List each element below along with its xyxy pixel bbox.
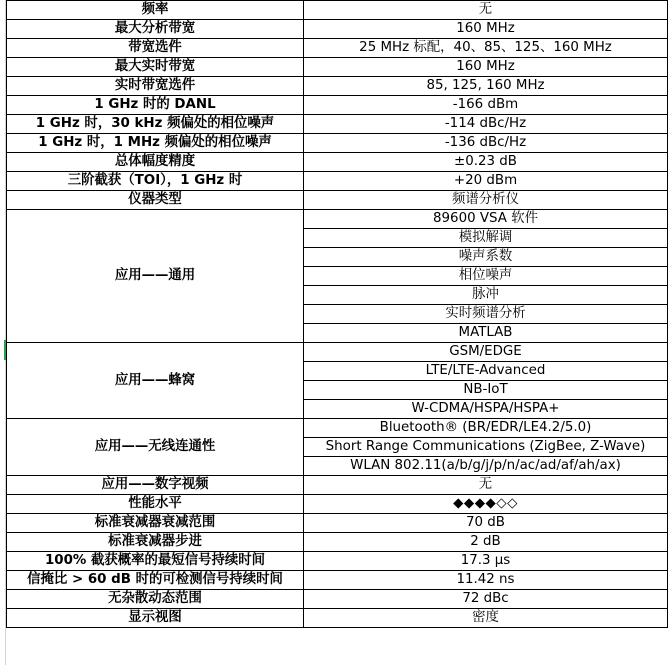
spec-value[interactable]: 无 <box>304 1 668 20</box>
table-row <box>7 153 668 172</box>
performance-rating[interactable]: ◆◆◆◆◇◇ <box>304 495 668 514</box>
spreadsheet-sheet <box>6 0 670 665</box>
spec-value[interactable]: -114 dBc/Hz <box>304 115 668 134</box>
spec-label[interactable]: 最大实时带宽 <box>7 58 304 77</box>
table-row <box>7 96 668 115</box>
table-row <box>7 343 668 362</box>
spec-label[interactable]: 1 GHz 时，30 kHz 频偏处的相位噪声 <box>7 115 304 134</box>
table-row <box>7 571 668 590</box>
spec-label[interactable]: 100% 截获概率的最短信号持续时间 <box>7 552 304 571</box>
table-row <box>7 134 668 153</box>
spec-value[interactable]: LTE/LTE-Advanced <box>304 362 668 381</box>
spec-value[interactable]: 脉冲 <box>304 286 668 305</box>
group-label-wireless[interactable]: 应用——无线连通性 <box>7 419 304 476</box>
spec-value[interactable]: GSM/EDGE <box>304 343 668 362</box>
spec-value[interactable]: Bluetooth® (BR/EDR/LE4.2/5.0) <box>304 419 668 438</box>
spec-value[interactable]: +20 dBm <box>304 172 668 191</box>
table-row <box>7 191 668 210</box>
spec-value[interactable]: Short Range Communications (ZigBee, Z-Wave) <box>304 438 668 457</box>
spec-label[interactable]: 带宽选件 <box>7 39 304 58</box>
spec-value[interactable]: 11.42 ns <box>304 571 668 590</box>
table-row <box>7 115 668 134</box>
spec-label[interactable]: 应用——数字视频 <box>7 476 304 495</box>
spec-label[interactable]: 1 GHz 时，1 MHz 频偏处的相位噪声 <box>7 134 304 153</box>
spec-value[interactable]: 频谱分析仪 <box>304 191 668 210</box>
table-row <box>7 20 668 39</box>
spec-value[interactable]: 70 dB <box>304 514 668 533</box>
spec-value[interactable]: 噪声系数 <box>304 248 668 267</box>
table-row <box>7 552 668 571</box>
spec-table <box>6 0 668 628</box>
table-row <box>7 590 668 609</box>
table-row <box>7 39 668 58</box>
spec-label[interactable]: 无杂散动态范围 <box>7 590 304 609</box>
spec-value[interactable]: -136 dBc/Hz <box>304 134 668 153</box>
spec-value[interactable]: 相位噪声 <box>304 267 668 286</box>
spec-value[interactable]: WLAN 802.11(a/b/g/j/p/n/ac/ad/af/ah/ax) <box>304 457 668 476</box>
spec-value[interactable]: 无 <box>304 476 668 495</box>
spec-value[interactable]: 89600 VSA 软件 <box>304 210 668 229</box>
spec-value[interactable]: ±0.23 dB <box>304 153 668 172</box>
table-row <box>7 77 668 96</box>
group-label-cellular[interactable]: 应用——蜂窝 <box>7 343 304 419</box>
spec-label[interactable]: 标准衰减器步进 <box>7 533 304 552</box>
table-row <box>7 1 668 20</box>
table-row <box>7 533 668 552</box>
spec-label[interactable]: 显示视图 <box>7 609 304 628</box>
table-row <box>7 609 668 628</box>
spec-value[interactable]: 实时频谱分析 <box>304 305 668 324</box>
spec-label[interactable]: 1 GHz 时的 DANL <box>7 96 304 115</box>
group-label-general[interactable]: 应用——通用 <box>7 210 304 343</box>
spec-value[interactable]: 模拟解调 <box>304 229 668 248</box>
spec-value[interactable]: W-CDMA/HSPA/HSPA+ <box>304 400 668 419</box>
table-row <box>7 419 668 438</box>
table-row <box>7 476 668 495</box>
spec-label[interactable]: 最大分析带宽 <box>7 20 304 39</box>
spec-label[interactable]: 性能水平 <box>7 495 304 514</box>
spec-value[interactable]: 25 MHz 标配，40、85、125、160 MHz <box>304 39 668 58</box>
table-row <box>7 58 668 77</box>
spec-label[interactable]: 频率 <box>7 1 304 20</box>
spec-value[interactable]: MATLAB <box>304 324 668 343</box>
spec-label[interactable]: 标准衰减器衰减范围 <box>7 514 304 533</box>
table-row <box>7 514 668 533</box>
spec-value[interactable]: NB-IoT <box>304 381 668 400</box>
table-row <box>7 210 668 229</box>
spec-value[interactable]: 160 MHz <box>304 58 668 77</box>
spec-label[interactable]: 实时带宽选件 <box>7 77 304 96</box>
table-row <box>7 172 668 191</box>
spec-value[interactable]: 2 dB <box>304 533 668 552</box>
spec-value[interactable]: 160 MHz <box>304 20 668 39</box>
spec-value[interactable]: 72 dBc <box>304 590 668 609</box>
spec-value[interactable]: 密度 <box>304 609 668 628</box>
table-row <box>7 495 668 514</box>
spec-label[interactable]: 三阶截获（TOI），1 GHz 时 <box>7 172 304 191</box>
spec-value[interactable]: 85, 125, 160 MHz <box>304 77 668 96</box>
spec-label[interactable]: 信掩比 > 60 dB 时的可检测信号持续时间 <box>7 571 304 590</box>
spec-value[interactable]: -166 dBm <box>304 96 668 115</box>
spec-label[interactable]: 仪器类型 <box>7 191 304 210</box>
spec-value[interactable]: 17.3 μs <box>304 552 668 571</box>
spec-label[interactable]: 总体幅度精度 <box>7 153 304 172</box>
